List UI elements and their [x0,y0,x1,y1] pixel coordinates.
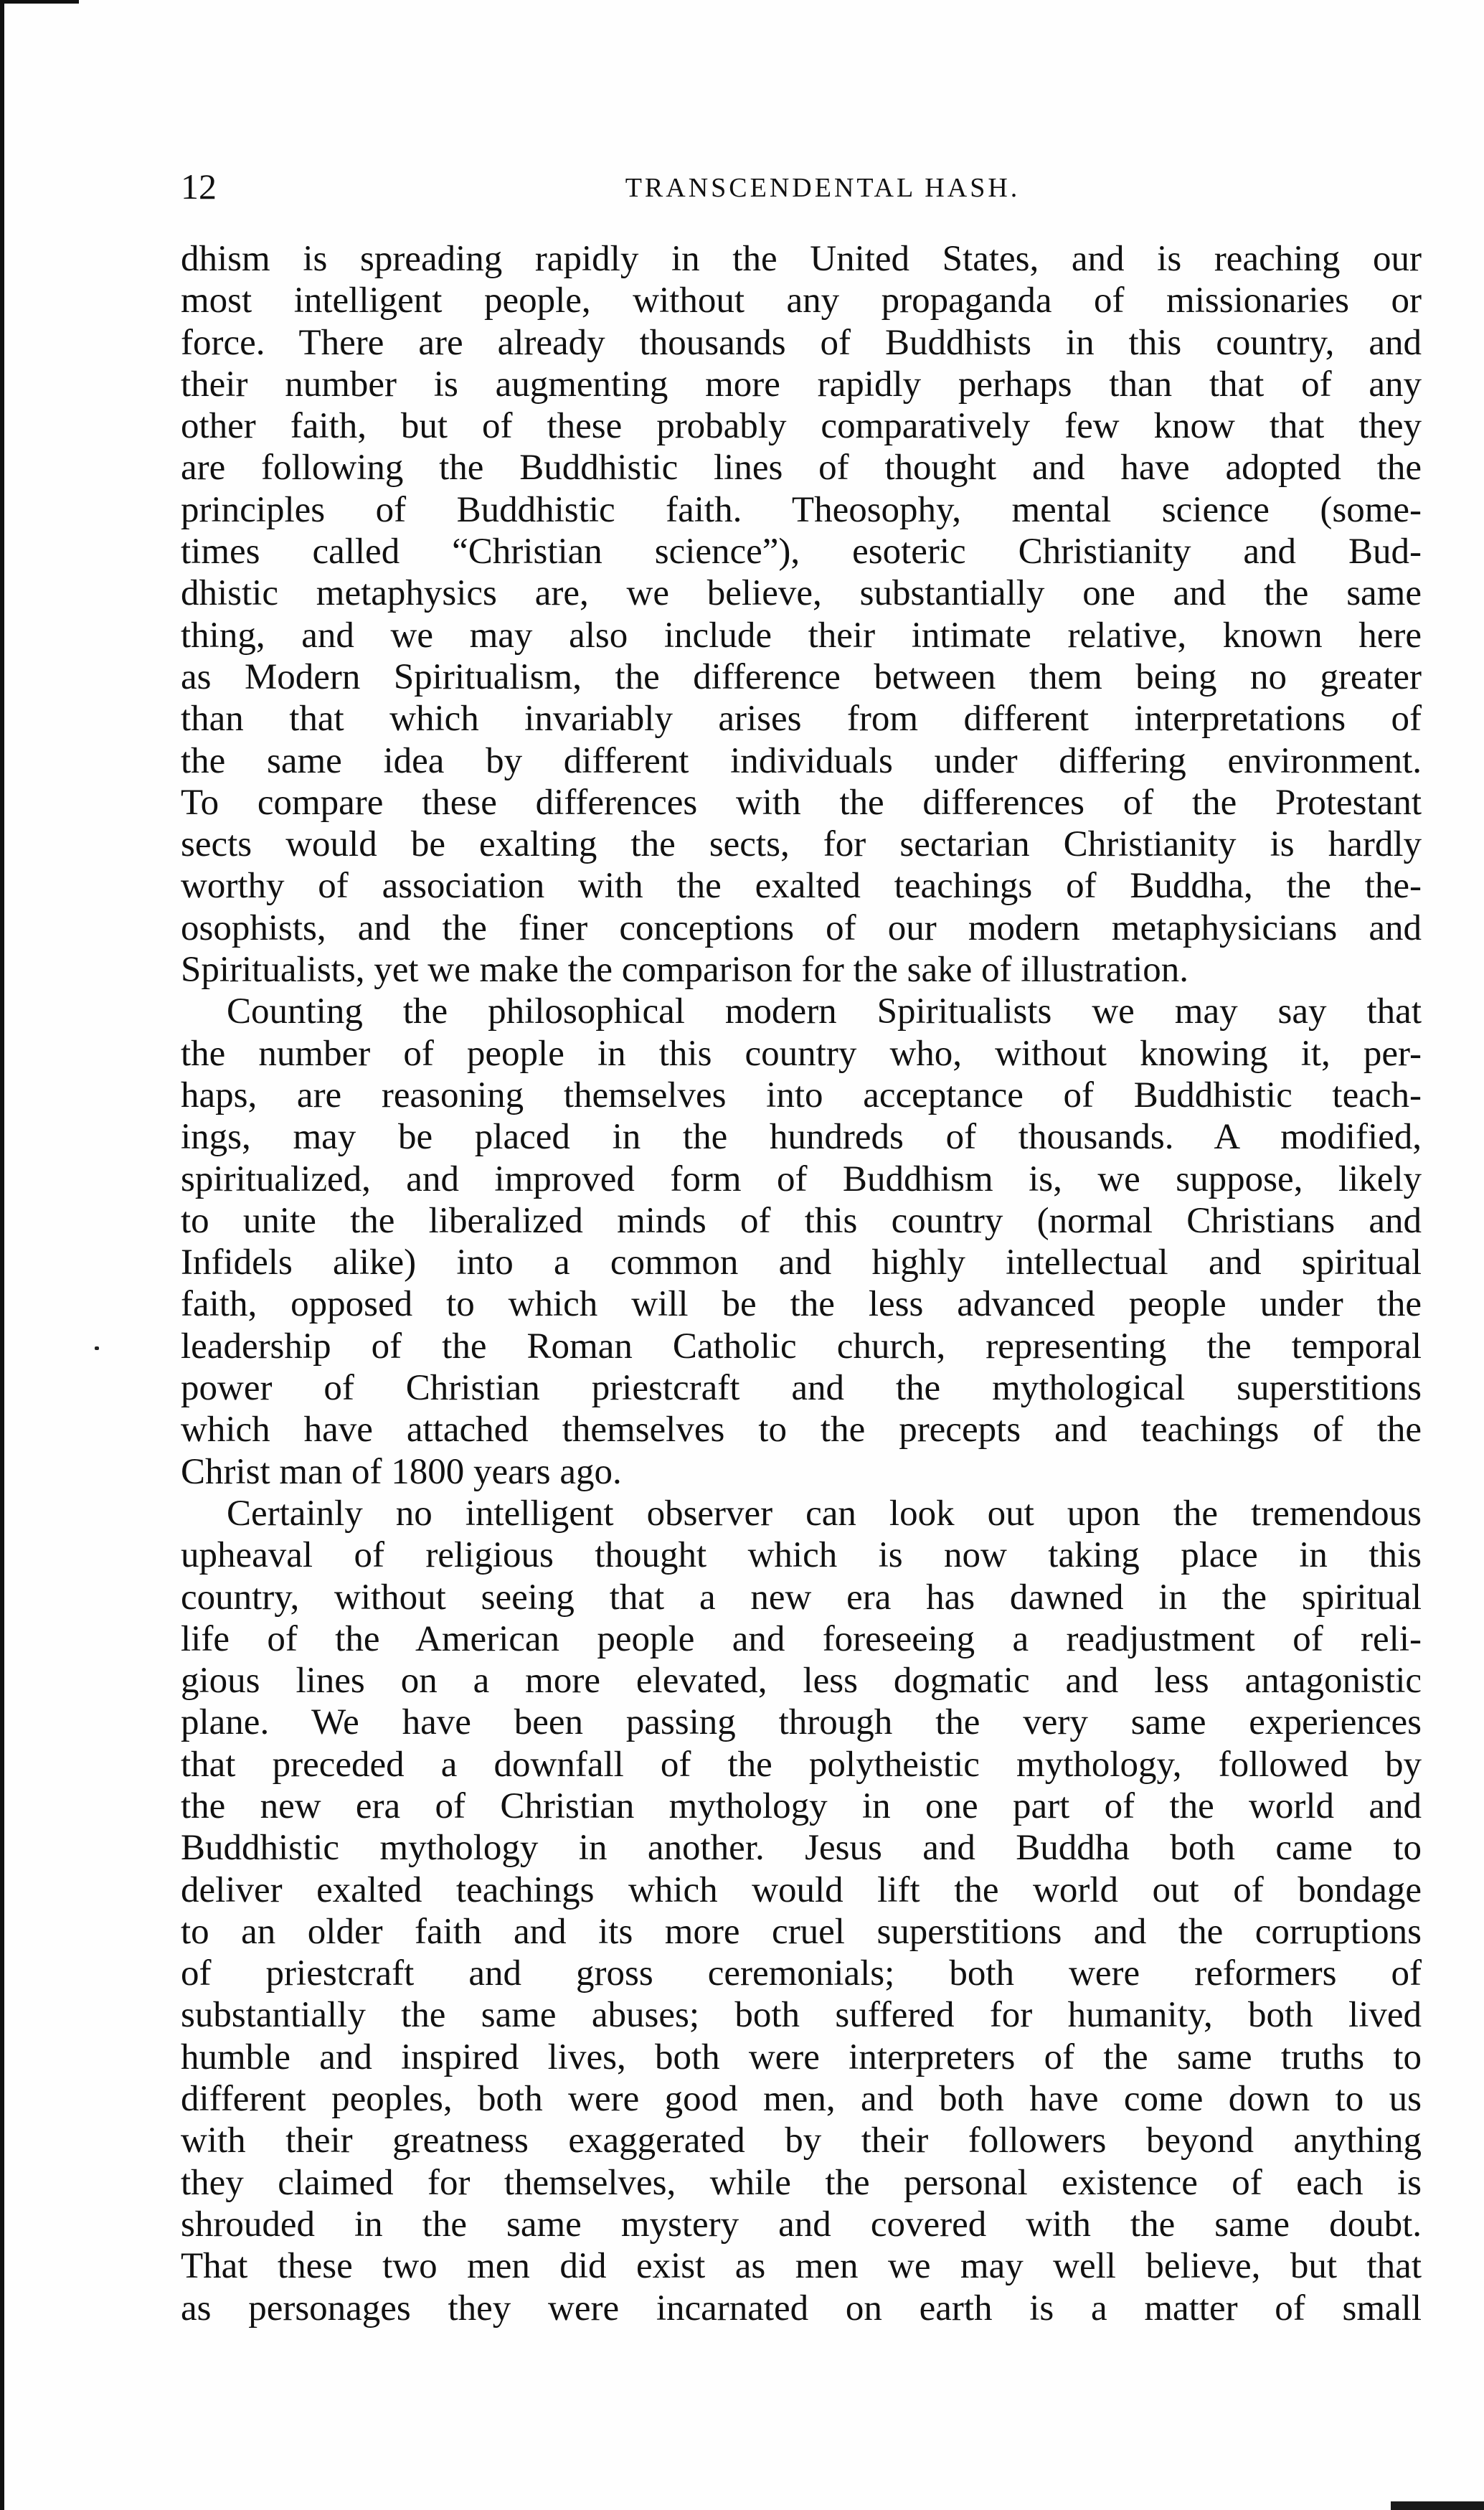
scan-edge-left [0,0,4,2510]
text-line: thing, and we may also include their intimate relative, known here [181,615,1422,656]
text-line: the number of people in this country who, without knowing it, per- [181,1033,1422,1074]
text-line: Spiritualists, yet we make the comparison for the sake of illustration. [181,950,1189,991]
text-line: to unite the liberalized minds of this country (normal Christians and [181,1200,1422,1241]
text-line: upheaval of religious thought which is now taking place in this [181,1535,1422,1576]
text-line: country, without seeing that a new era has dawned in the spiritual [181,1577,1422,1618]
text-line: their number is augmenting more rapidly perhaps than that of any [181,364,1422,405]
text-line: faith, opposed to which will be the less advanced people under the [181,1284,1422,1325]
text-line: substantially the same abuses; both suffered for humanity, both lived [181,1995,1422,2036]
text-line: times called “Christian science”), esoteric Christianity and Bud- [181,532,1422,572]
text-line: leadership of the Roman Catholic church, representing the temporal [181,1326,1422,1367]
text-line: are following the Buddhistic lines of thought and have adopted the [181,448,1422,489]
text-line: deliver exalted teachings which would lift the world out of bondage [181,1869,1422,1910]
paragraph-start-line: Counting the philosophical modern Spiritualists we may say that [227,991,1422,1032]
text-line: as personages they were incarnated on earth is a matter of small [181,2288,1422,2329]
text-line: Infidels alike) into a common and highly intellectual and spiritual [181,1242,1422,1283]
text-line: with their greatness exaggerated by their followers beyond anything [181,2120,1422,2161]
running-head-title: TRANSCENDENTAL HASH. [625,173,1021,203]
text-line: plane. We have been passing through the very same experiences [181,1702,1422,1743]
text-line: shrouded in the same mystery and covered with the same doubt. [181,2204,1422,2245]
text-line: as Modern Spiritualism, the difference between them being no greater [181,656,1422,697]
text-line: osophists, and the finer conceptions of our modern metaphysicians and [181,907,1422,948]
page-number: 12 [181,166,217,207]
text-line: they claimed for themselves, while the personal existence of each is [181,2162,1422,2203]
text-line: principles of Buddhistic faith. Theosophy, mental science (some- [181,489,1422,530]
scan-corner-mark [0,0,79,4]
text-line: power of Christian priestcraft and the mythological superstitions [181,1368,1422,1409]
running-head [181,165,1422,208]
text-line: most intelligent people, without any propaganda of missionaries or [181,280,1422,321]
text-line: different peoples, both were good men, and both have come down to us [181,2079,1422,2120]
text-line: of priestcraft and gross ceremonials; both were reformers of [181,1953,1422,1994]
text-line: That these two men did exist as men we may well believe, but that [181,2246,1422,2287]
text-line: Christ man of 1800 years ago. [181,1451,622,1492]
text-line: sects would be exalting the sects, for sectarian Christianity is hardly [181,824,1422,865]
text-line: life of the American people and foreseeing a readjustment of reli- [181,1618,1422,1659]
text-line: gious lines on a more elevated, less dogmatic and less antagonistic [181,1661,1422,1702]
text-line: that preceded a downfall of the polytheistic mythology, followed by [181,1744,1422,1785]
stray-ink-mark [95,1346,99,1350]
text-line: which have attached themselves to the precepts and teachings of the [181,1410,1422,1450]
text-line: other faith, but of these probably comparatively few know that they [181,406,1422,447]
text-line: the new era of Christian mythology in one part of the world and [181,1785,1422,1826]
text-line: force. There are already thousands of Buddhists in this country, and [181,322,1422,363]
text-line: humble and inspired lives, both were interpreters of the same truths to [181,2037,1422,2077]
text-line: than that which invariably arises from different interpretations of [181,699,1422,740]
text-line: dhistic metaphysics are, we believe, substantially one and the same [181,573,1422,614]
text-line: spiritualized, and improved form of Buddhism is, we suppose, likely [181,1159,1422,1199]
body-text [181,238,1422,2329]
text-line: To compare these differences with the differences of the Protestant [181,782,1422,823]
text-line: Buddhistic mythology in another. Jesus and Buddha both came to [181,1828,1422,1869]
text-line: dhism is spreading rapidly in the United States, and is reaching our [181,239,1422,279]
text-line: haps, are reasoning themselves into acceptance of Buddhistic teach- [181,1075,1422,1115]
text-line: ings, may be placed in the hundreds of thousands. A modified, [181,1117,1422,1158]
text-line: to an older faith and its more cruel superstitions and the corruptions [181,1911,1422,1952]
text-line: worthy of association with the exalted teachings of Buddha, the the- [181,866,1422,907]
text-line: the same idea by different individuals under differing environment. [181,740,1422,781]
paragraph-start-line: Certainly no intelligent observer can look out upon the tremendous [227,1493,1422,1534]
scan-corner-mark-bottom [1391,2501,1484,2510]
